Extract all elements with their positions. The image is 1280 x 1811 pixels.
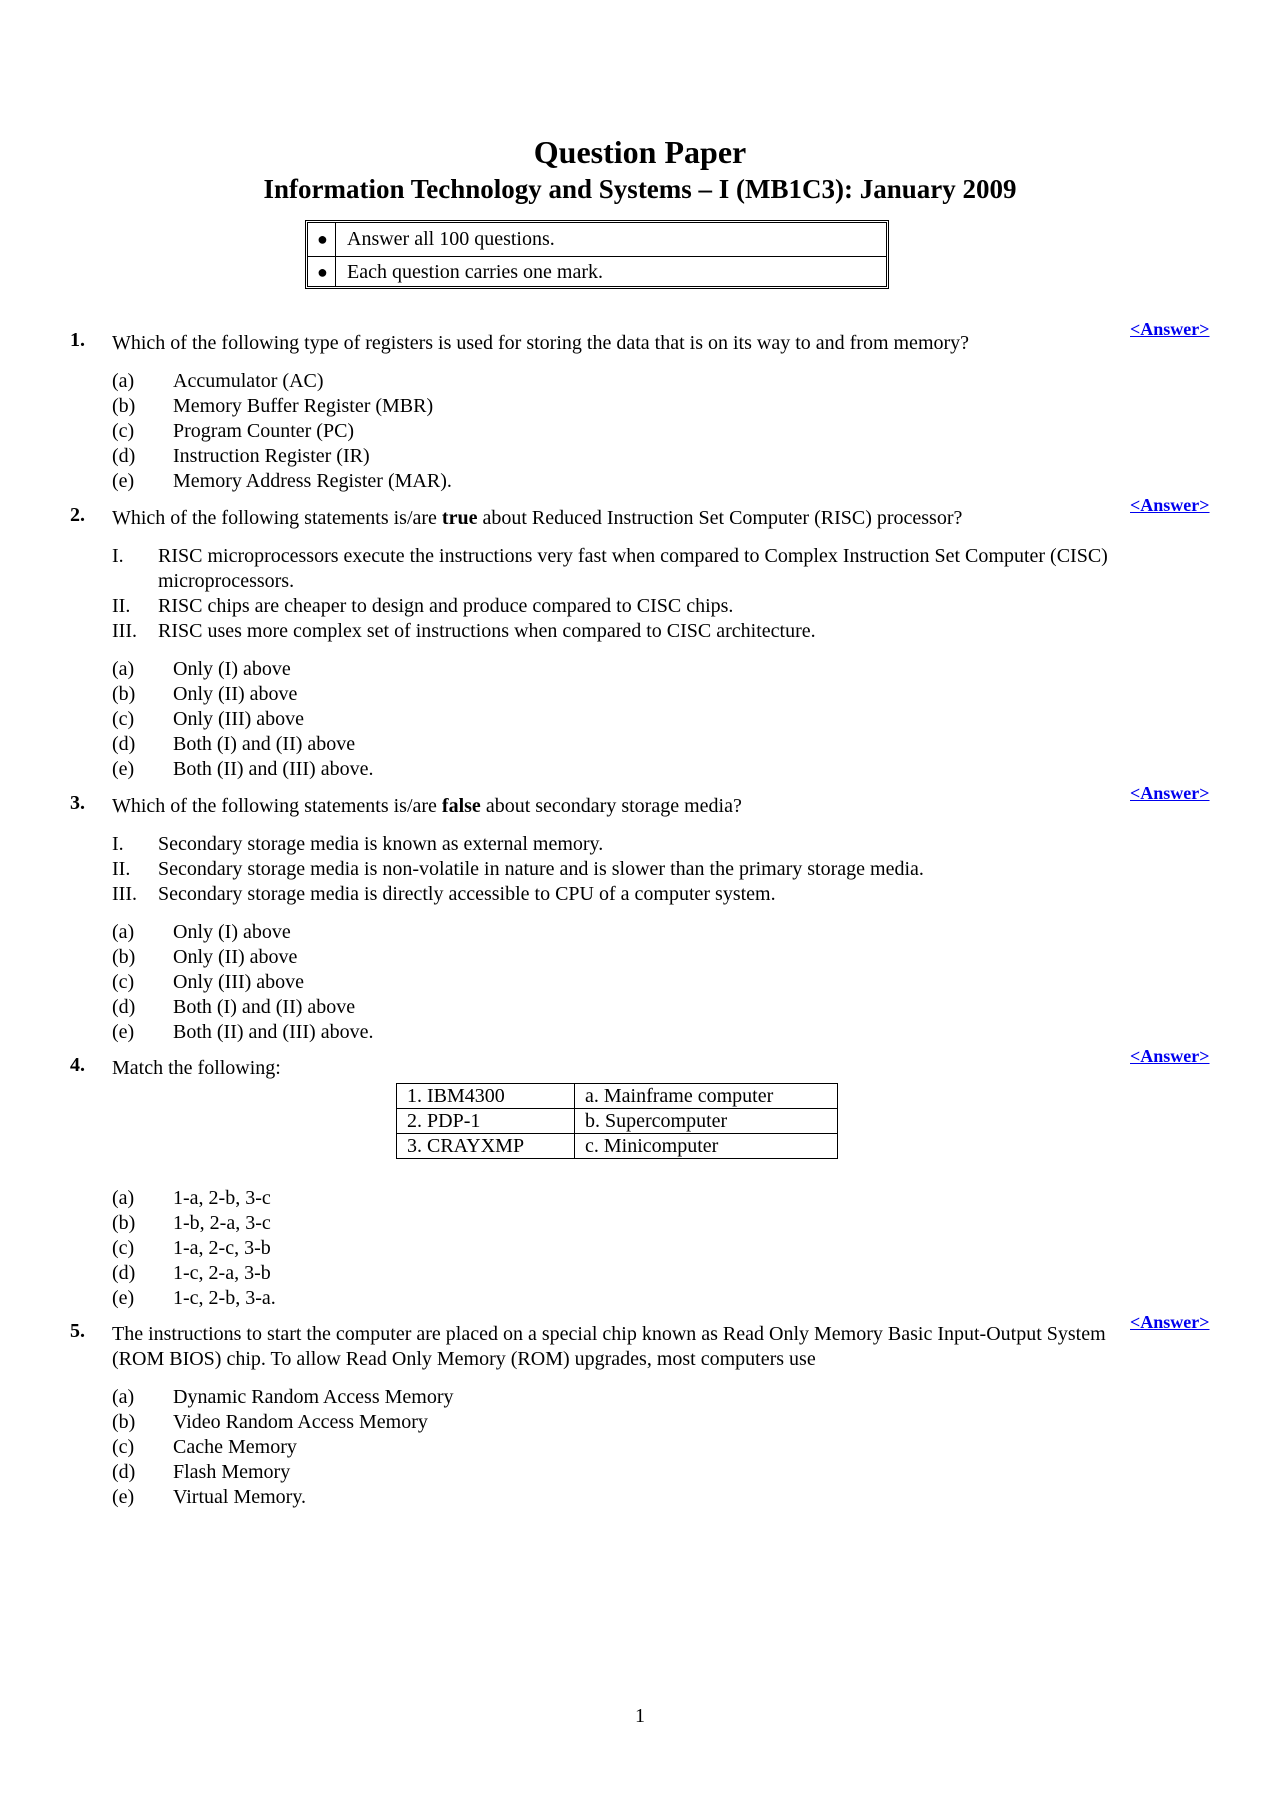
question-number: 2. bbox=[70, 504, 85, 526]
table-cell: b. Supercomputer bbox=[575, 1109, 838, 1134]
page-number: 1 bbox=[635, 1705, 645, 1727]
table-row bbox=[397, 1109, 838, 1134]
answer-link[interactable]: <Answer> bbox=[1130, 495, 1210, 515]
bullet-icon: ● bbox=[317, 262, 328, 282]
question-number: 3. bbox=[70, 792, 85, 814]
instruction-item: ● Each question carries one mark. bbox=[308, 256, 886, 288]
table-cell: c. Minicomputer bbox=[575, 1134, 838, 1159]
answer-link[interactable]: <Answer> bbox=[1130, 319, 1210, 339]
match-table bbox=[396, 1083, 838, 1159]
question-text: The instructions to start the computer are placed on a special chip known as Read Only Memory Basic Input-Output System (ROM BIOS) chip. To allow Read Only Memory (ROM) upgrades, most computers use bbox=[112, 1323, 1106, 1370]
question-text: Which of the following type of registers is used for storing the data that is on its way to and from memory? bbox=[112, 332, 970, 354]
document-page: Question Paper Information Technology and Systems – I (MB1C3): January 2009 ● Answer all 100 questions. ● Each question carries one mark. 1. Which of the following type of registers is used for storing the data that is on its way to and from memory? <Answer> (a) Accumulator (AC) (b) Memory Buffer Register (MBR) (c) Program Counter (PC) (d) Instruction Register (IR) (e) Memory Address Register (MAR). 2. Which of the following statements is/are true about Reduced Instruction Set Computer (RISC) processor? <Answer> I. RISC microprocessors execute the instructions very fast when compared to Complex Instruction Set Computer (CISC) microprocessors. II. RISC chips are cheaper to design and produce compared to CISC chips. III. RISC uses more complex set of instructions when compared to CISC architecture. (a) Only (I) above (b) Only (II) above (c) Only (III) above (d) Both (I) and (II) above (e) Both (II) and (III) above. 3. Which of the following statements is/are false about secondary storage media? <Answer> I. Secondary storage media is known as external memory. II. Secondary storage media is non-volatile in nature and is slower than the primary storage media. III. Secondary storage media is directly accessible to CPU of a computer system. (a) Only (I) above (b) Only (II) above (c) Only (III) above (d) Both (I) and (II) above (e) Both (II) and (III) above. 4. Match the following: <Answer> 1. IBM4300 a. Mainframe computer 2. PDP-1 b. Supercomputer 3. CRAYXMP c. Minicomputer (a) 1-a, 2-b, 3-c (b) 1-b, 2-a, 3-c (c) 1-a, 2-c, 3-b (d) 1-c, 2-a, 3-b (e) 1-c, 2-b, 3-a. 5. The instructions to start the computer are placed on a special chip known as Read Only Memory Basic Input-Output System (ROM BIOS) chip. To allow Read Only Memory (ROM) upgrades, most computers use <Answer> (a) Dynamic Random Access Memory (b) Video Random Access Memory (c) Cache Memory (d) Flash Memory (e) Virtual Memory. 1 bbox=[0, 0, 1280, 1811]
table-cell: 3. CRAYXMP bbox=[397, 1134, 575, 1159]
question-number: 4. bbox=[70, 1054, 85, 1076]
page-subtitle: Information Technology and Systems – I (MB1C3): January 2009 bbox=[263, 174, 1017, 204]
answer-link[interactable]: <Answer> bbox=[1130, 783, 1210, 803]
instruction-item: ● Answer all 100 questions. bbox=[308, 223, 886, 257]
question-number: 1. bbox=[70, 329, 85, 351]
bullet-icon: ● bbox=[317, 229, 328, 249]
instructions-box bbox=[305, 220, 889, 289]
table-cell: a. Mainframe computer bbox=[575, 1084, 838, 1109]
question-number: 5. bbox=[70, 1320, 85, 1342]
table-row bbox=[397, 1134, 838, 1159]
page-title: Question Paper bbox=[533, 134, 747, 170]
question-text: Which of the following statements is/are false about secondary storage media? bbox=[112, 795, 742, 817]
table-cell: 1. IBM4300 bbox=[397, 1084, 575, 1109]
question-text: Match the following: bbox=[112, 1057, 281, 1079]
answer-link[interactable]: <Answer> bbox=[1130, 1046, 1210, 1066]
table-row bbox=[397, 1084, 838, 1109]
table-cell: 2. PDP-1 bbox=[397, 1109, 575, 1134]
answer-link[interactable]: <Answer> bbox=[1130, 1312, 1210, 1332]
question-text: Which of the following statements is/are true about Reduced Instruction Set Computer (RISC) processor? bbox=[112, 507, 963, 529]
